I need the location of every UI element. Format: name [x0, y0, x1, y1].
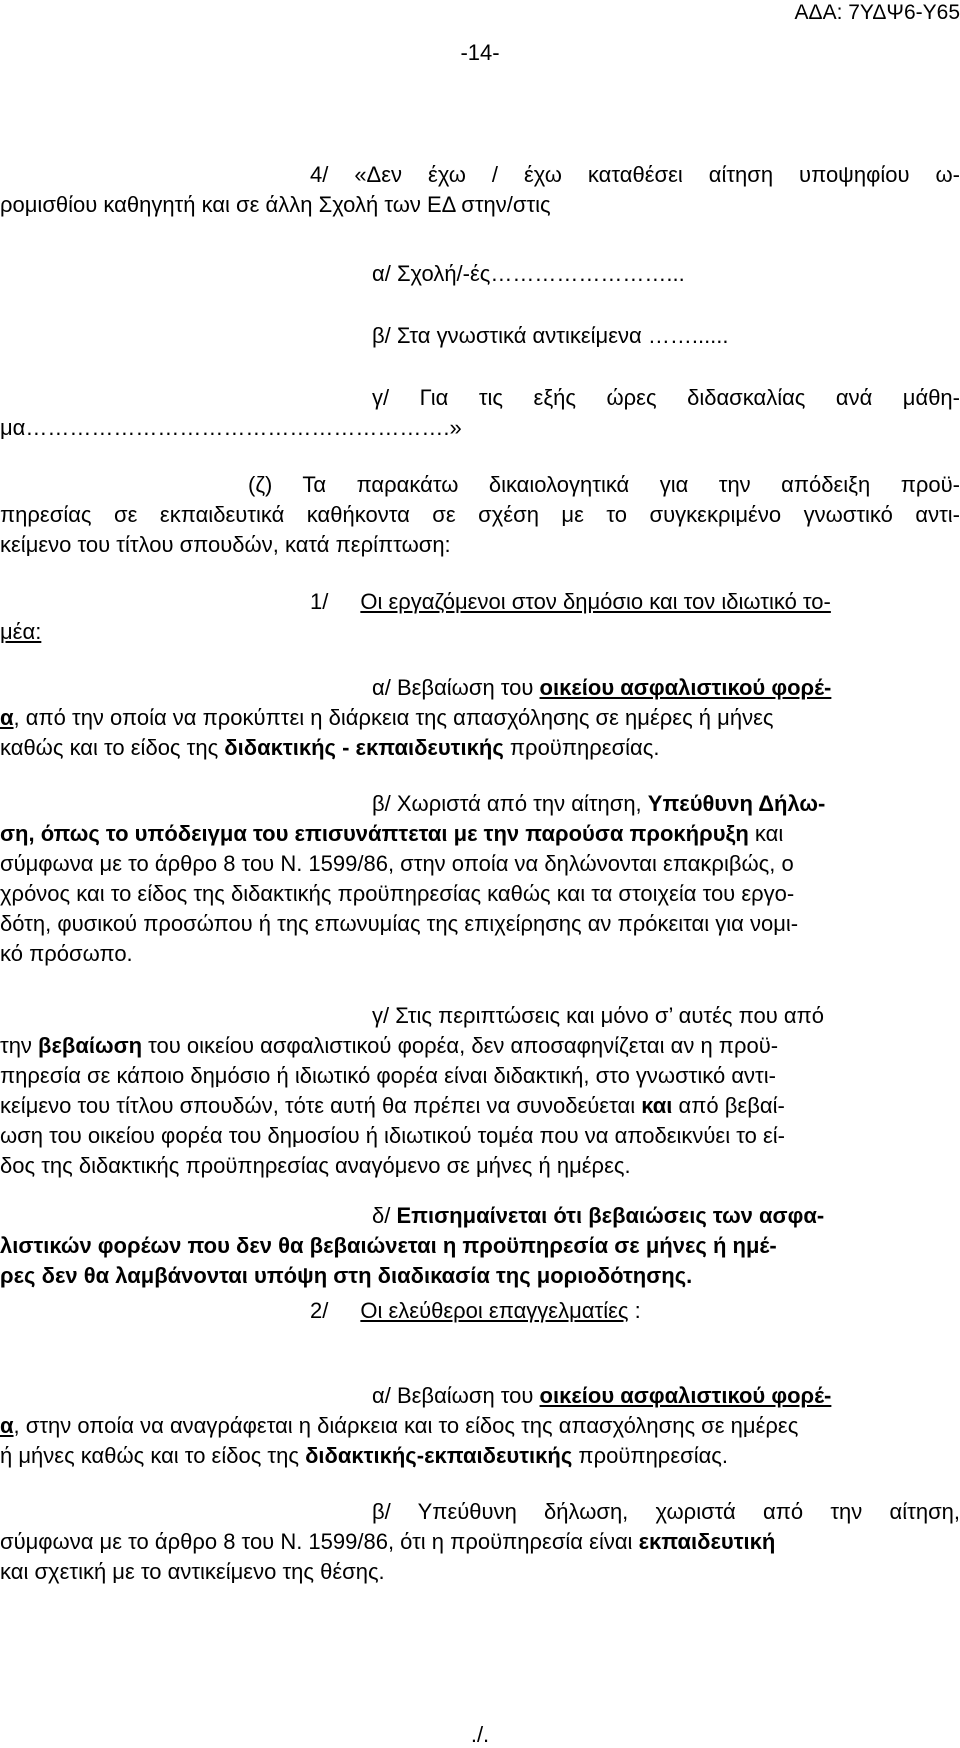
c2-a-line2: , στην οποία να αναγράφεται η διάρκεια και το είδος της απασχόλησης σε ημέρες: [13, 1413, 799, 1438]
category-1-title-cont: μέα:: [0, 619, 42, 644]
c1-a-line2: , από την οποία να προκύπτει η διάρκεια της απασχόλησης σε ημέρες ή μήνες: [13, 705, 774, 730]
c1-g-line6: δος της διδακτικής προϋπηρεσίας αναγόμενο σε μήνες ή ημέρες.: [0, 1153, 631, 1178]
c1-g-line3: πηρεσία σε κάποιο δημόσιο ή ιδιωτικό φορέα είναι διδακτική, στο γνωστικό αντι-: [0, 1063, 776, 1088]
c2-item-a: [0, 1381, 960, 1471]
c1-b-prefix: β/ Χωριστά από την αίτηση,: [372, 791, 648, 816]
s4-item-a: α/ Σχολή/-ές……………………...: [372, 261, 685, 286]
c2-a-line3-end: προϋπηρεσίας.: [572, 1443, 729, 1468]
c1-b-line2-end: και: [748, 821, 784, 846]
c1-item-d: [0, 1201, 960, 1291]
c2-b-line2: σύμφωνα με το άρθρο 8 του Ν. 1599/86, ότι η προϋπηρεσία είναι: [0, 1529, 639, 1554]
s4-line2: ρομισθίου καθηγητή και σε άλλη Σχολή των ΕΔ στην/στις: [0, 192, 551, 217]
category-2-title: Οι ελεύθεροι επαγγελματίες: [360, 1298, 629, 1323]
c2-a-teaching: διδακτικής-εκπαιδευτικής: [305, 1443, 573, 1468]
c1-g-line4-end: από βεβαί-: [672, 1093, 785, 1118]
z-line3: κείμενο του τίτλου σπουδών, κατά περίπτωση:: [0, 532, 451, 557]
paragraph-z: [0, 470, 960, 560]
c1-item-b: [0, 789, 960, 969]
c2-a-line3: ή μήνες καθώς και το είδος της: [0, 1443, 306, 1468]
c2-a-insurer: οικείου ασφαλιστικού φορέ-: [539, 1383, 832, 1408]
c2-b-educational: εκπαιδευτική: [638, 1529, 776, 1554]
category-2-number: 2/: [310, 1298, 329, 1323]
c1-item-a: [0, 673, 960, 763]
s4-item-g-cont: μα………………………………………………….»: [0, 415, 462, 440]
c1-d-line1: Επισημαίνεται ότι βεβαιώσεις των ασφα-: [396, 1203, 825, 1228]
c1-g-line2: την: [0, 1033, 39, 1058]
c1-item-g: [0, 1001, 960, 1181]
c1-g-line2-end: του οικείου ασφαλιστικού φορέα, δεν αποσαφηνίζεται αν η προϋ-: [142, 1033, 779, 1058]
c1-g-line5: ωση του οικείου φορέα του δημοσίου ή ιδιωτικού τομέα που να αποδεικνύει το εί-: [0, 1123, 785, 1148]
c1-a-prefix: α/ Βεβαίωση του: [372, 675, 540, 700]
c1-a-line3: καθώς και το είδος της: [0, 735, 225, 760]
page-number: -14-: [460, 40, 500, 65]
c2-b-line3: και σχετική με το αντικείμενο της θέσης.: [0, 1559, 385, 1584]
c1-b-line5: δότη, φυσικού προσώπου ή της επωνυμίας της επιχείρησης αν πρόκειται για νομι-: [0, 911, 799, 936]
c1-b-line6: κό πρόσωπο.: [0, 941, 133, 966]
c1-a-insurer: οικείου ασφαλιστικού φορέ-: [539, 675, 832, 700]
c1-a-line3-end: προϋπηρεσίας.: [503, 735, 660, 760]
c2-a-prefix: α/ Βεβαίωση του: [372, 1383, 540, 1408]
c2-item-b: [0, 1497, 960, 1587]
c1-a-insurer-cont: α: [0, 705, 14, 730]
c1-a-teaching: διδακτικής - εκπαιδευτικής: [224, 735, 504, 760]
category-2-colon: :: [628, 1298, 641, 1323]
c1-g-line1: γ/ Στις περιπτώσεις και μόνο σ’ αυτές που από: [372, 1003, 824, 1028]
s4-item-b: β/ Στα γνωστικά αντικείμενα ……......: [372, 323, 729, 348]
category-1-heading: [0, 587, 960, 647]
c1-b-declaration: Υπεύθυνη Δήλω-: [647, 791, 826, 816]
c1-b-line3: σύμφωνα με το άρθρο 8 του Ν. 1599/86, στην οποία να δηλώνονται επακριβώς, ο: [0, 851, 794, 876]
c1-b-line4: χρόνος και το είδος της διδακτικής προϋπηρεσίας καθώς και τα στοιχεία του εργο-: [0, 881, 795, 906]
s4-line1: 4/ «Δεν έχω / έχω καταθέσει αίτηση υποψηφίου ω-: [310, 162, 960, 187]
s4-item-g: γ/ Για τις εξής ώρες διδασκαλίας ανά μάθη-: [372, 385, 960, 410]
z-line1: (ζ) Τα παρακάτω δικαιολογητικά για την απόδειξη προϋ-: [248, 472, 960, 497]
category-1-title: Οι εργαζόμενοι στον δημόσιο και τον ιδιωτικό το-: [360, 589, 831, 614]
category-1-number: 1/: [310, 589, 329, 614]
continuation-mark: ./.: [470, 1722, 490, 1747]
c1-d-prefix: δ/: [372, 1203, 397, 1228]
c1-d-line3: ρες δεν θα λαμβάνονται υπόψη στη διαδικασία της μοριοδότησης.: [0, 1263, 693, 1288]
c1-g-line4: κείμενο του τίτλου σπουδών, τότε αυτή θα πρέπει να συνοδεύεται: [0, 1093, 642, 1118]
section-4: [0, 160, 960, 220]
z-line2: πηρεσίας σε εκπαιδευτικά καθήκοντα σε σχέση με το συγκεκριμένο γνωστικό αντι-: [0, 502, 960, 527]
c2-b-line1: β/ Υπεύθυνη δήλωση, χωριστά από την αίτηση,: [372, 1499, 960, 1524]
category-2-heading: [0, 1296, 960, 1326]
c1-b-declaration-cont: ση, όπως το υπόδειγμα του επισυνάπτεται με την παρούσα προκήρυξη: [0, 821, 749, 846]
c1-g-certificate: βεβαίωση: [38, 1033, 143, 1058]
c2-a-insurer-cont: α: [0, 1413, 14, 1438]
c1-d-line2: λιστικών φορέων που δεν θα βεβαιώνεται η προϋπηρεσία σε μήνες ή ημέ-: [0, 1233, 777, 1258]
c1-g-and: και: [641, 1093, 673, 1118]
ada-code: ΑΔΑ: 7ΥΔΨ6-Υ65: [794, 1, 960, 24]
